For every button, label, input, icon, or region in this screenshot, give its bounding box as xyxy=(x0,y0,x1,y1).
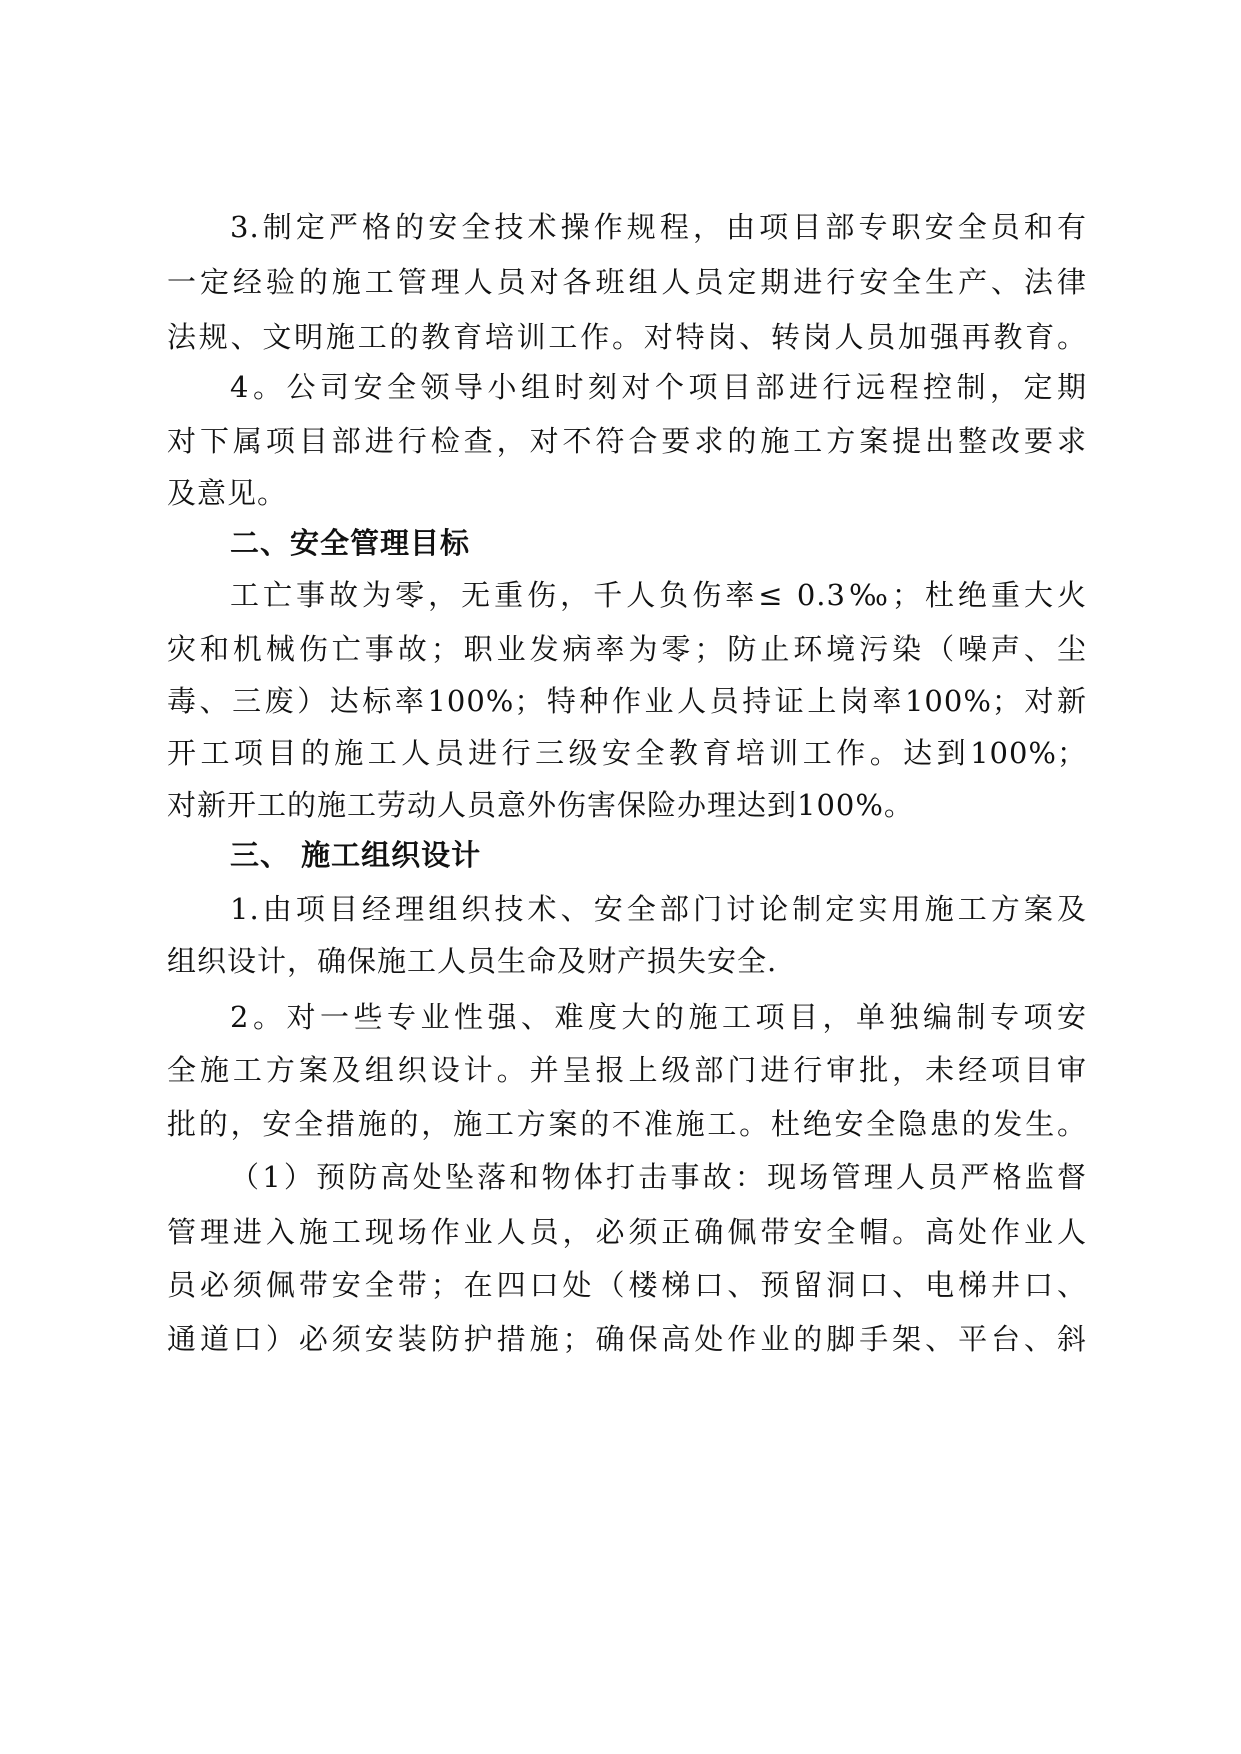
prevention-item-1-line-4: 通道口）必须安装防护措施；确保高处作业的脚手架、平台、斜 xyxy=(167,1322,1087,1356)
paragraph-4-line-3: 及意见。 xyxy=(167,476,288,510)
section-heading-2: 二、安全管理目标 xyxy=(230,526,471,560)
target-paragraph-line-1: 工亡事故为零，无重伤，千人负伤率≤ 0.3‰；杜绝重大火 xyxy=(230,578,1087,612)
target-paragraph-line-4: 开工项目的施工人员进行三级安全教育培训工作。达到100%； xyxy=(167,736,1087,770)
prevention-item-1-line-2: 管理进入施工现场作业人员，必须正确佩带安全帽。高处作业人 xyxy=(167,1215,1087,1249)
design-item-2-line-2: 全施工方案及组织设计。并呈报上级部门进行审批，未经项目审 xyxy=(167,1053,1087,1087)
design-item-2-line-1: 2。对一些专业性强、难度大的施工项目，单独编制专项安 xyxy=(230,1000,1087,1034)
design-item-1-line-1: 1.由项目经理组织技术、安全部门讨论制定实用施工方案及 xyxy=(230,892,1087,926)
prevention-item-1-line-3: 员必须佩带安全带；在四口处（楼梯口、预留洞口、电梯井口、 xyxy=(167,1268,1087,1302)
target-paragraph-line-5: 对新开工的施工劳动人员意外伤害保险办理达到100%。 xyxy=(167,788,914,822)
paragraph-4-line-2: 对下属项目部进行检查，对不符合要求的施工方案提出整改要求 xyxy=(167,424,1087,458)
paragraph-3-line-3: 法规、文明施工的教育培训工作。对特岗、转岗人员加强再教育。 xyxy=(167,320,1087,354)
prevention-item-1-line-1: （1）预防高处坠落和物体打击事故：现场管理人员严格监督 xyxy=(230,1160,1087,1194)
paragraph-3-line-1: 3.制定严格的安全技术操作规程，由项目部专职安全员和有 xyxy=(230,210,1087,244)
paragraph-3-line-2: 一定经验的施工管理人员对各班组人员定期进行安全生产、法律 xyxy=(167,265,1087,299)
paragraph-4-line-1: 4。公司安全领导小组时刻对个项目部进行远程控制，定期 xyxy=(230,370,1087,404)
target-paragraph-line-3: 毒、三废）达标率100%；特种作业人员持证上岗率100%；对新 xyxy=(167,684,1087,718)
target-paragraph-line-2: 灾和机械伤亡事故；职业发病率为零；防止环境污染（噪声、尘 xyxy=(167,632,1087,666)
design-item-2-line-3: 批的，安全措施的，施工方案的不准施工。杜绝安全隐患的发生。 xyxy=(167,1107,1087,1141)
section-heading-3: 三、 施工组织设计 xyxy=(230,838,482,872)
design-item-1-line-2: 组织设计，确保施工人员生命及财产损失安全. xyxy=(167,944,778,978)
